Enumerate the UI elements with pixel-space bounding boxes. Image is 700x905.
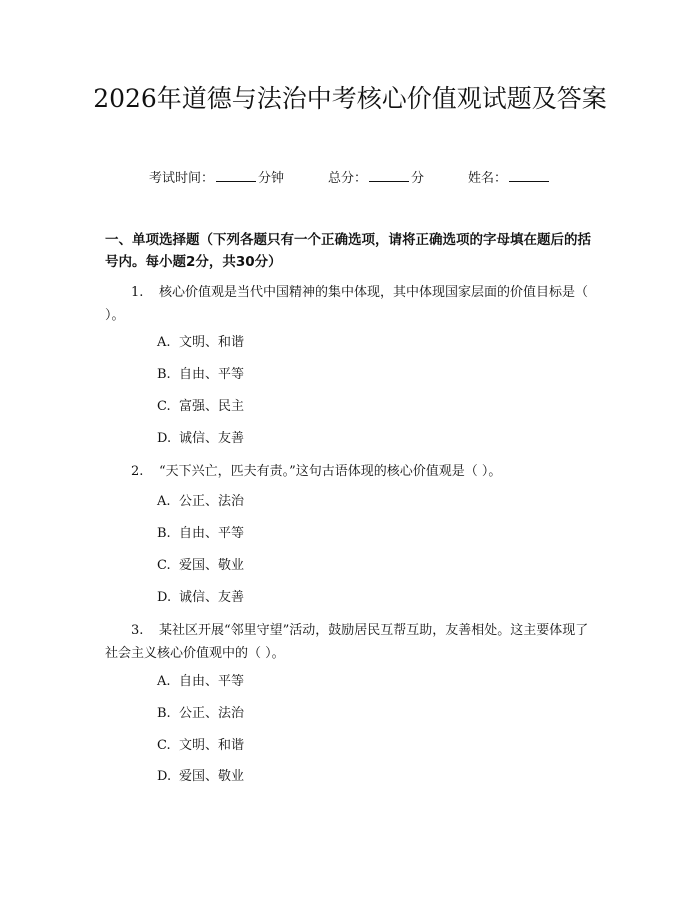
option-text: 富强、民主	[179, 399, 245, 414]
option-letter: D.	[157, 769, 172, 784]
question-3-option-b	[157, 704, 244, 724]
option-text: 公正、法治	[179, 706, 245, 721]
option-letter: B.	[157, 706, 171, 721]
option-text: 文明、和谐	[179, 738, 245, 753]
total-score-label: 总分：	[327, 171, 367, 186]
question-2-option-c	[157, 556, 244, 576]
option-letter: C.	[157, 399, 171, 414]
option-letter: A.	[157, 494, 171, 509]
section-heading: 一、单项选择题（下列各题只有一个正确选项，请将正确选项的字母填在题后的括号内。每小题2分，共30分）	[105, 232, 591, 270]
question-3	[105, 619, 600, 665]
option-text: 爱国、敬业	[179, 558, 245, 573]
option-letter: C.	[157, 558, 171, 573]
question-2	[105, 460, 600, 483]
question-1-option-d	[157, 429, 244, 449]
option-letter: B.	[157, 526, 171, 541]
student-name-label: 姓名：	[468, 171, 508, 186]
question-2-option-a	[157, 492, 244, 512]
question-1-option-b	[157, 365, 244, 385]
question-3-option-a	[157, 672, 244, 692]
option-text: 诚信、友善	[179, 590, 245, 605]
option-letter: B.	[157, 367, 171, 382]
student-name-blank	[509, 167, 549, 182]
option-letter: A.	[157, 674, 171, 689]
option-text: 诚信、友善	[179, 431, 245, 446]
student-name	[468, 167, 551, 189]
option-text: 自由、平等	[179, 526, 245, 541]
question-3-option-d	[157, 767, 244, 787]
question-number: 3.	[131, 623, 144, 638]
option-letter: A.	[157, 335, 171, 350]
total-score	[328, 167, 424, 189]
question-1	[105, 281, 600, 327]
exam-meta	[0, 167, 700, 189]
exam-time-label: 考试时间：	[148, 171, 214, 186]
question-stem: “天下兴亡，匹夫有责。”这句古语体现的核心价值观是（ ）。	[159, 464, 502, 479]
exam-time-unit: 分钟	[257, 171, 284, 186]
question-number: 2.	[131, 464, 144, 479]
option-text: 文明、和谐	[179, 335, 245, 350]
page-title: 2026年道德与法治中考核心价值观试题及答案	[93, 84, 607, 113]
question-stem: 核心价值观是当代中国精神的集中体现，其中体现国家层面的价值目标是（ ）。	[105, 285, 589, 323]
exam-time-blank	[216, 167, 256, 182]
total-score-unit: 分	[411, 171, 425, 186]
option-letter: D.	[157, 431, 172, 446]
option-text: 自由、平等	[179, 674, 245, 689]
total-score-blank	[369, 167, 409, 182]
option-text: 爱国、敬业	[179, 769, 245, 784]
exam-time	[149, 167, 284, 189]
question-1-option-a	[157, 333, 244, 353]
option-letter: D.	[157, 590, 172, 605]
question-stem: 某社区开展“邻里守望”活动，鼓励居民互帮互助，友善相处。这主要体现了社会主义核心价值观中的（ ）。	[105, 623, 589, 661]
question-number: 1.	[131, 285, 144, 300]
option-letter: C.	[157, 738, 171, 753]
question-2-option-b	[157, 524, 244, 544]
option-text: 公正、法治	[179, 494, 245, 509]
question-1-option-c	[157, 397, 244, 417]
question-3-option-c	[157, 736, 244, 756]
question-2-option-d	[157, 588, 244, 608]
option-text: 自由、平等	[179, 367, 245, 382]
